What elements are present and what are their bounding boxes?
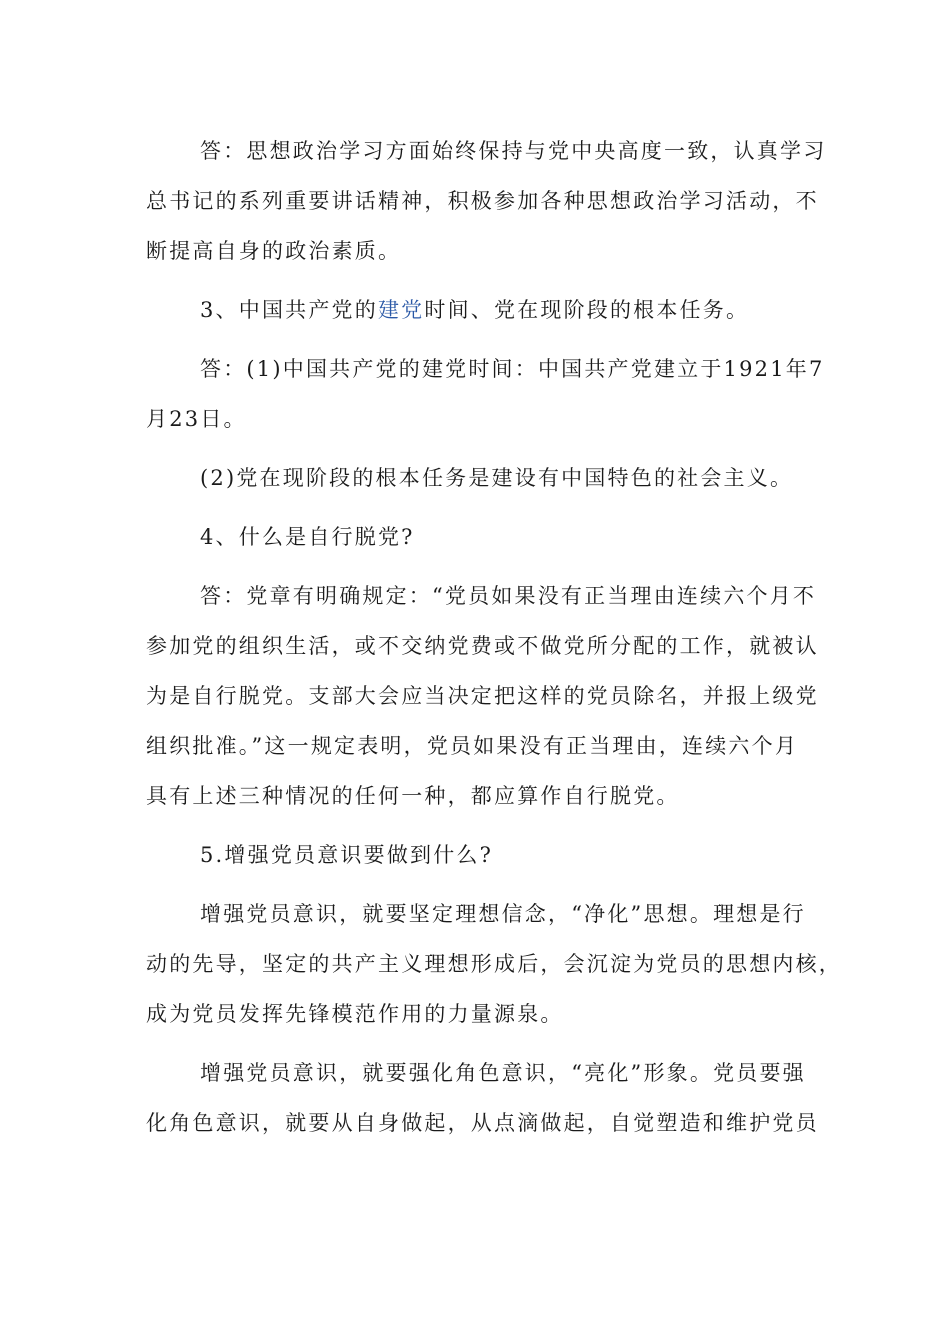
paragraph-line: 组织批准。”这一规定表明，党员如果没有正当理由，连续六个月 bbox=[146, 734, 799, 758]
paragraph-line: 答：(1)中国共产党的建党时间：中国共产党建立于1921年7 bbox=[200, 357, 825, 381]
question-heading: 5.增强党员意识要做到什么? bbox=[200, 843, 494, 867]
paragraph-line: 成为党员发挥先锋模范作用的力量源泉。 bbox=[146, 1002, 564, 1026]
paragraph-line: (2)党在现阶段的根本任务是建设有中国特色的社会主义。 bbox=[200, 466, 794, 490]
paragraph-line: 答：党章有明确规定：“党员如果没有正当理由连续六个月不 bbox=[200, 584, 817, 608]
paragraph-line: 增强党员意识，就要坚定理想信念，“净化”思想。理想是行 bbox=[200, 902, 806, 926]
paragraph-line: 具有上述三种情况的任何一种，都应算作自行脱党。 bbox=[146, 784, 680, 808]
question-text: 3、中国共产党的 bbox=[200, 298, 378, 322]
paragraph-line: 增强党员意识，就要强化角色意识，“亮化”形象。党员要强 bbox=[200, 1061, 806, 1085]
paragraph-line: 为是自行脱党。支部大会应当决定把这样的党员除名，并报上级党 bbox=[146, 684, 819, 708]
paragraph-line: 月23日。 bbox=[146, 407, 247, 431]
paragraph-line: 参加党的组织生活，或不交纳党费或不做党所分配的工作，就被认 bbox=[146, 634, 819, 658]
question-text: 时间、党在现阶段的根本任务。 bbox=[424, 298, 750, 322]
paragraph-line: 答：思想政治学习方面始终保持与党中央高度一致，认真学习 bbox=[200, 139, 827, 163]
keyword-link[interactable]: 建党 bbox=[377, 298, 425, 322]
paragraph-line: 总书记的系列重要讲话精神，积极参加各种思想政治学习活动，不 bbox=[146, 189, 819, 213]
question-heading bbox=[200, 295, 806, 325]
paragraph-line: 断提高自身的政治素质。 bbox=[146, 239, 402, 263]
paragraph-line: 化角色意识，就要从自身做起，从点滴做起，自觉塑造和维护党员 bbox=[146, 1111, 819, 1135]
paragraph-line: 动的先导，坚定的共产主义理想形成后，会沉淀为党员的思想内核， bbox=[146, 952, 842, 976]
question-heading: 4、什么是自行脱党? bbox=[200, 525, 415, 549]
